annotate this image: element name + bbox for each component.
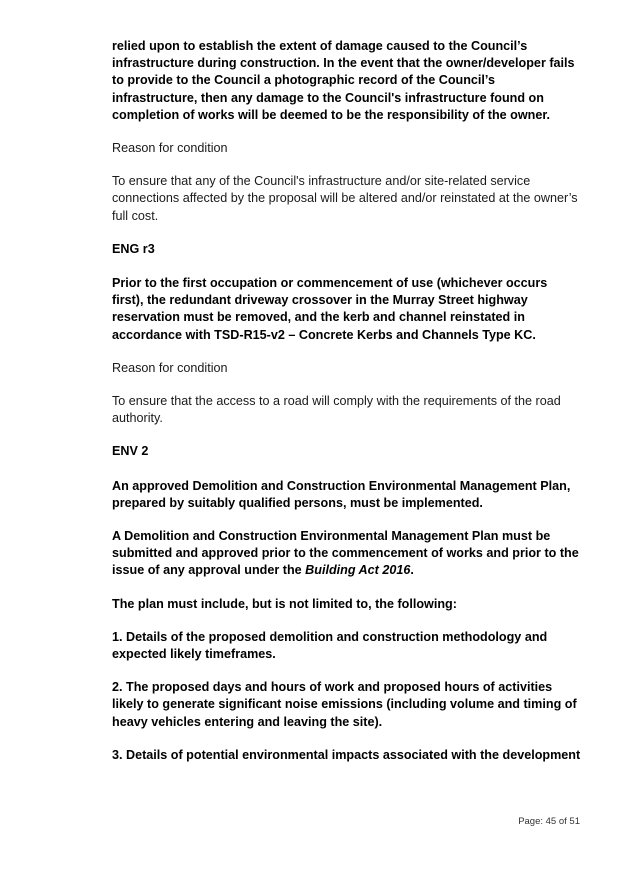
paragraph-plan-include: The plan must include, but is not limited to, the following: [112, 596, 457, 611]
paragraph-env-implement: An approved Demolition and Construction Environmental Management Plan, prepared by suitably qualified persons, must be implemented. [112, 478, 571, 510]
list-item-2: 2. The proposed days and hours of work and proposed hours of activities likely to generate significant noise emissions (including volume and timing of heavy vehicles entering and leaving the site). [112, 680, 577, 729]
list-item-3: 3. Details of potential environmental impacts associated with the development [112, 747, 581, 762]
reason-text-1: To ensure that any of the Council's infrastructure and/or site-related service connections affected by the proposal will be altered and/or reinstated at the owner’s full cost. [112, 174, 578, 223]
reason-label-1: Reason for condition [112, 141, 228, 156]
paragraph-damage-record: relied upon to establish the extent of damage caused to the Council’s infrastructure during construction. In the event that the owner/developer fails to provide to the Council a photographic record of the Council’s infrastructure, then any damage to the Council's infrastructure found on completion of works will be deemed to be the responsibility of the owner. [112, 39, 575, 122]
building-act-title: Building Act 2016 [305, 563, 411, 578]
heading-env-2: ENV 2 [112, 444, 149, 459]
reason-text-2: To ensure that the access to a road will comply with the requirements of the road authority. [112, 394, 561, 426]
page-number: Page: 45 of 51 [518, 816, 580, 827]
paragraph-eng-r3: Prior to the first occupation or commencement of use (whichever occurs first), the redundant driveway crossover in the Murray Street highway reservation must be removed, and the kerb and channel reinstated in accordance with TSD-R15-v2 – Concrete Kerbs and Channels Type KC. [112, 276, 548, 342]
document-body [112, 38, 582, 780]
env-approval-text: A Demolition and Construction Environmental Management Plan must be submitted and approved prior to the commencement of works and prior to the issue of any approval under the [112, 529, 579, 578]
heading-eng-r3: ENG r3 [112, 241, 155, 256]
env-approval-end: . [410, 563, 414, 578]
paragraph-env-approval [112, 528, 582, 580]
list-item-1: 1. Details of the proposed demolition and construction methodology and expected likely timeframes. [112, 629, 548, 662]
reason-label-2: Reason for condition [112, 360, 228, 375]
